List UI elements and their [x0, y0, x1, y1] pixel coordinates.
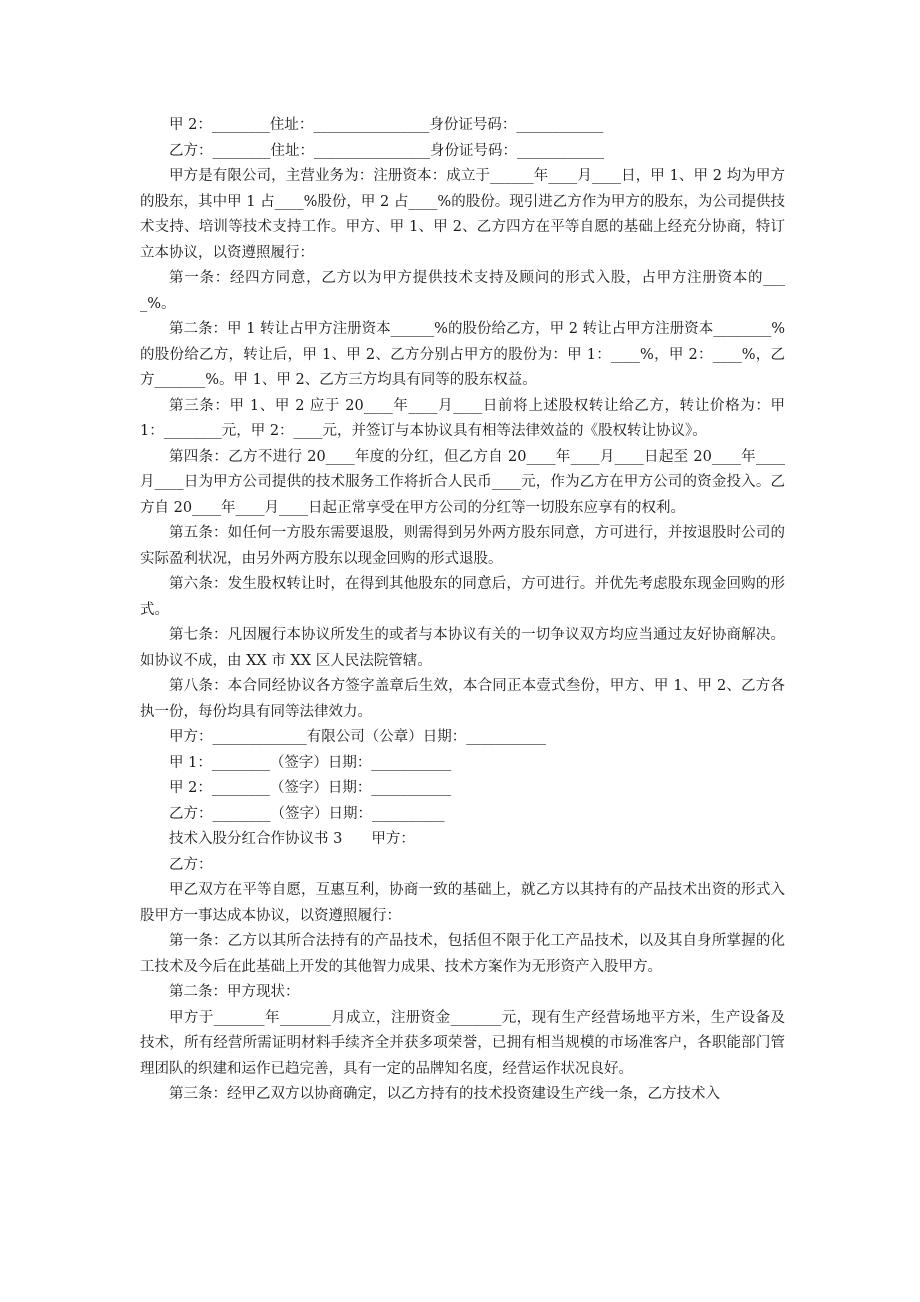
paragraph-intro: 甲方是有限公司，主营业务为：注册资本：成立于______年____月____日，甲 1、甲 2 均为甲方的股东，其中甲 1 占____%股份，甲 2 占____%的股份。现引进乙方作为甲方的股东，为公司提供技术支持、培训等技术支持工作。甲方、甲 1、甲 2、乙方四方在平等自愿的基础上经充分协商，特订立本协议，以资遵照履行：	[140, 168, 785, 261]
signature-party-b: 乙方：________（签字）日期：__________	[169, 805, 445, 822]
paragraph-article-5: 第五条：如任何一方股东需要退股，则需得到另外两方股东同意，方可进行，并按退股时公司的实际盈利状况，由另外两方股东以现金回购的形式退股。	[140, 525, 785, 567]
paragraph-article-1: 第一条：经四方同意，乙方以为甲方提供技术支持及顾问的形式入股，占甲方注册资本的____%。	[140, 270, 785, 312]
signature-party-a: 甲方：_____________有限公司（公章）日期：___________	[169, 729, 546, 745]
paragraph-article-2: 第二条：甲 1 转让占甲方注册资本______%的股份给乙方，甲 2 转让占甲方注册资本________%的股份给乙方，转让后，甲 1、甲 2、乙方分别占甲方的股份为：甲 1：____%，甲 2：____%，乙方_______%。甲 1、甲 2、乙方三方均具有同等的股东权益。	[140, 321, 785, 388]
paragraph-party-a2-info: 甲 2：________住址：________________身份证号码：____________	[169, 117, 604, 133]
paragraph-article-3: 第三条：甲 1、甲 2 应于 20____年____月____日前将上述股权转让给乙方，转让价格为：甲 1：________元，甲 2：____元，并签订与本协议具有相等法律效益的《股权转让协议》。	[140, 397, 790, 439]
agreement-3-article-2: 第二条：甲方现状：	[169, 984, 300, 1000]
agreement-3-article-3: 第三条：经甲乙双方以协商确定，以乙方持有的技术投资建设生产线一条，乙方技术入	[169, 1086, 720, 1102]
document-body	[140, 113, 790, 1108]
agreement-3-party-b: 乙方：	[169, 856, 213, 873]
signature-party-a1: 甲 1：________（签字）日期：___________	[169, 754, 452, 771]
paragraph-article-7: 第七条：凡因履行本协议所发生的或者与本协议有关的一切争议双方均应当通过友好协商解决。如协议不成，由 XX 市 XX 区人民法院管辖。	[140, 627, 785, 669]
agreement-3-status: 甲方于_______年_______月成立，注册资金_______元，现有生产经营场地平方米，生产设备及技术，所有经营所需证明材料手续齐全并获多项荣誉，已拥有相当规模的市场准客户，各职能部门管理团队的织建和运作已趋完善，具有一定的品牌知名度，经营运作状况良好。	[140, 1009, 785, 1077]
agreement-3-title: 技术入股分红合作协议书 3 甲方：	[169, 831, 415, 847]
paragraph-party-b-info: 乙方：________住址：________________身份证号码：____________	[169, 142, 604, 159]
agreement-3-article-1: 第一条：乙方以其所合法持有的产品技术，包括但不限于化工产品技术，以及其自身所掌握的化工技术及今后在此基础上开发的其他智力成果、技术方案作为无形资产入股甲方。	[140, 933, 785, 975]
paragraph-article-8: 第八条：本合同经协议各方签字盖章后生效，本合同正本壹式叁份，甲方、甲 1、甲 2、乙方各执一份，每份均具有同等法律效力。	[140, 678, 785, 720]
paragraph-article-4: 第四条：乙方不进行 20____年度的分红，但乙方自 20____年____月____日起至 20____年____月____日为甲方公司提供的技术服务工作将折合人民币____元，作为乙方在甲方公司的资金投入。乙方自 20____年____月____日起正常享受在甲方公司的分红等一切股东应享有的权利。	[140, 448, 785, 516]
agreement-3-intro: 甲乙双方在平等自愿，互惠互利，协商一致的基础上，就乙方以其持有的产品技术出资的形式入股甲方一事达成本协议，以资遵照履行：	[140, 882, 785, 924]
signature-party-a2: 甲 2：________（签字）日期：___________	[169, 780, 452, 796]
paragraph-article-6: 第六条：发生股权转让时，在得到其他股东的同意后，方可进行。并优先考虑股东现金回购的形式。	[140, 576, 785, 618]
